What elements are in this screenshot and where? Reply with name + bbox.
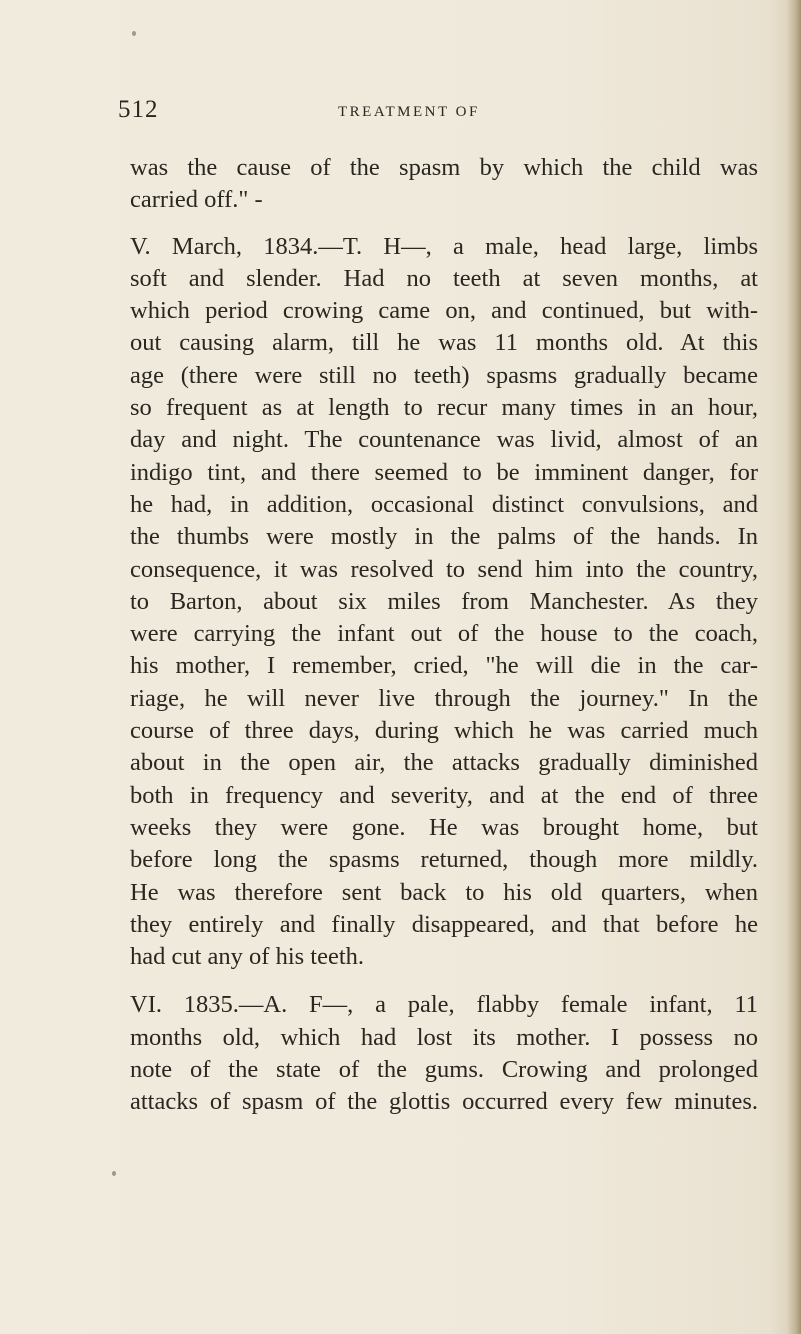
page-edge-shadow — [787, 0, 801, 1334]
text-line: were carrying the infant out of the house to the coach, — [130, 620, 758, 648]
case-v-paragraph — [130, 231, 758, 974]
text-line: VI. 1835.—A. F—, a pale, flabby female infant, 11 — [130, 991, 758, 1019]
paper-speck — [132, 31, 136, 36]
text-line: riage, he will never live through the journey." In the — [130, 684, 758, 712]
text-line: so frequent as at length to recur many times in an hour, — [130, 394, 758, 422]
page-number: 512 — [118, 96, 159, 123]
text-line: age (there were still no teeth) spasms gradually became — [130, 361, 758, 389]
text-line: carried off." - — [130, 186, 263, 214]
running-head — [118, 96, 758, 130]
text-line: had cut any of his teeth. — [130, 943, 365, 971]
paper-speck — [112, 1171, 116, 1176]
text-line: they entirely and finally disappeared, and that before he — [130, 910, 758, 938]
text-line: to Barton, about six miles from Manchester. As they — [130, 587, 758, 615]
text-line: He was therefore sent back to his old quarters, when — [130, 878, 758, 906]
text-line: the thumbs were mostly in the palms of the hands. In — [130, 523, 758, 551]
text-line: he had, in addition, occasional distinct convulsions, and — [130, 490, 758, 518]
text-line: months old, which had lost its mother. I possess no — [130, 1023, 758, 1051]
text-line: out causing alarm, till he was 11 months old. At this — [130, 329, 758, 357]
text-line: before long the spasms returned, though more mildly. — [130, 846, 758, 874]
paragraph-gap — [130, 973, 758, 989]
text-line: attacks of spasm of the glottis occurred every few minutes. — [130, 1088, 758, 1116]
text-line: which period crowing came on, and continued, but with- — [130, 297, 758, 325]
text-line: V. March, 1834.—T. H—, a male, head large, limbs — [130, 232, 758, 260]
text-line: weeks they were gone. He was brought home, but — [130, 813, 758, 841]
text-line: his mother, I remember, cried, "he will die in the car- — [130, 652, 758, 680]
paragraph-gap — [130, 217, 758, 231]
text-line: day and night. The countenance was livid, almost of an — [130, 426, 758, 454]
text-line: course of three days, during which he was carried much — [130, 717, 758, 745]
text-line: indigo tint, and there seemed to be imminent danger, for — [130, 458, 758, 486]
text-line: was the cause of the spasm by which the child was — [130, 154, 758, 181]
text-line: about in the open air, the attacks gradually diminished — [130, 749, 758, 777]
text-line: soft and slender. Had no teeth at seven months, at — [130, 264, 758, 292]
text-line: consequence, it was resolved to send him into the country, — [130, 555, 758, 583]
case-vi-paragraph — [130, 989, 758, 1118]
paragraph-continuation — [130, 152, 758, 217]
text-line: both in frequency and severity, and at the end of three — [130, 781, 758, 809]
text-line: note of the state of the gums. Crowing and prolonged — [130, 1056, 758, 1084]
body-text — [130, 152, 758, 1119]
running-title: TREATMENT OF — [338, 104, 480, 120]
